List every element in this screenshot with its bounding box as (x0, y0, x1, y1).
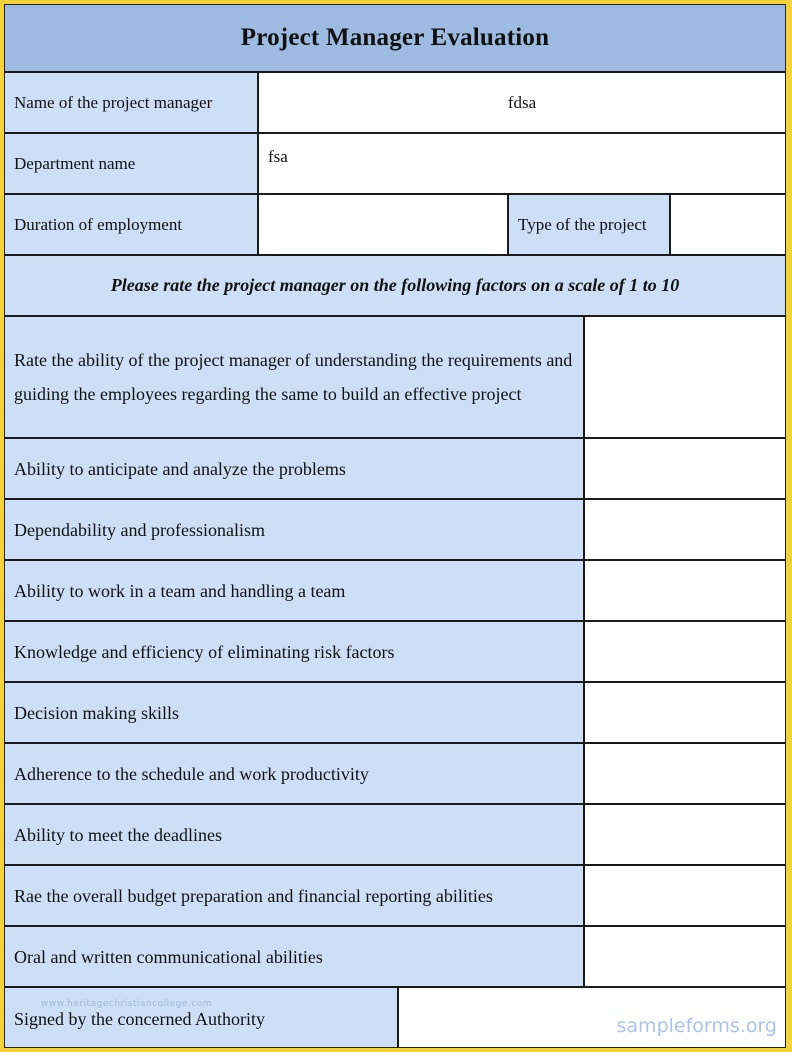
factor-row (5, 317, 785, 439)
factor-score-field[interactable] (583, 561, 785, 620)
factor-label: Adherence to the schedule and work productivity (5, 744, 583, 803)
department-field[interactable]: fsa (257, 134, 785, 193)
manager-label: Name of the project manager (5, 73, 257, 132)
watermark-small: www.heritagechristiancollege.com (41, 999, 212, 1009)
duration-label: Duration of employment (5, 195, 257, 254)
type-label: Type of the project (507, 195, 670, 254)
watermark: sampleforms.org (616, 1015, 777, 1037)
department-label: Department name (5, 134, 257, 193)
signature-label: Signed by the concerned Authority (5, 988, 397, 1048)
factor-label: Ability to meet the deadlines (5, 805, 583, 864)
factor-score-field[interactable] (583, 500, 785, 559)
instruction-text: Please rate the project manager on the following factors on a scale of 1 to 10 (5, 256, 785, 315)
factor-label: Oral and written communicational abilities (5, 927, 583, 986)
factor-label: Dependability and professionalism (5, 500, 583, 559)
factor-score-field[interactable] (583, 439, 785, 498)
instruction-row (5, 256, 785, 317)
factor-row (5, 744, 785, 805)
evaluation-form (4, 4, 786, 1048)
factor-score-field[interactable] (583, 683, 785, 742)
duration-field[interactable] (257, 195, 508, 254)
factor-score-field[interactable] (583, 622, 785, 681)
factor-label: Ability to work in a team and handling a team (5, 561, 583, 620)
factor-score-field[interactable] (583, 744, 785, 803)
factor-row (5, 622, 785, 683)
factor-row (5, 439, 785, 500)
type-field[interactable] (669, 195, 785, 254)
factor-row (5, 805, 785, 866)
factor-row (5, 500, 785, 561)
department-row (5, 134, 785, 195)
factor-label: Rae the overall budget preparation and financial reporting abilities (5, 866, 583, 925)
factor-label: Knowledge and efficiency of eliminating risk factors (5, 622, 583, 681)
manager-field[interactable]: fdsa (257, 73, 785, 132)
factor-row (5, 866, 785, 927)
factor-row (5, 561, 785, 622)
factor-label: Decision making skills (5, 683, 583, 742)
factor-row (5, 927, 785, 988)
duration-row (5, 195, 785, 256)
title-row (5, 5, 785, 73)
factor-label: Ability to anticipate and analyze the problems (5, 439, 583, 498)
factor-score-field[interactable] (583, 866, 785, 925)
factor-score-field[interactable] (583, 927, 785, 986)
manager-row (5, 73, 785, 134)
form-title: Project Manager Evaluation (5, 5, 785, 71)
factor-row (5, 683, 785, 744)
factor-score-field[interactable] (583, 805, 785, 864)
factor-score-field[interactable] (583, 317, 785, 437)
factor-label: Rate the ability of the project manager of understanding the requirements and guiding the employees regarding the same to build an effective project (5, 317, 583, 437)
